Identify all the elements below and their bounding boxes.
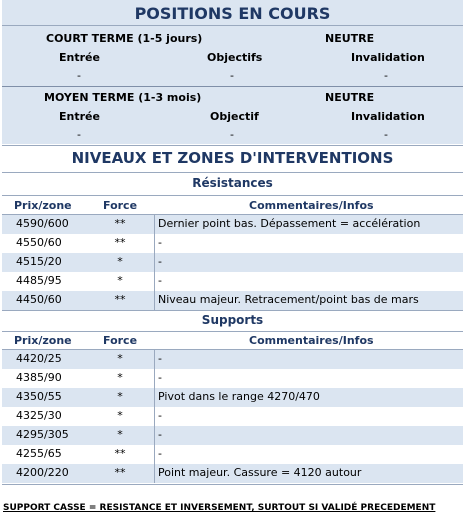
column-divider bbox=[154, 291, 155, 310]
resistances-header-comment: Commentaires/Infos bbox=[249, 199, 374, 212]
table-row bbox=[2, 369, 463, 388]
column-divider bbox=[154, 445, 155, 464]
divider bbox=[2, 331, 463, 332]
zone-cell: 4350/55 bbox=[16, 390, 62, 403]
zone-cell: 4515/20 bbox=[16, 255, 62, 268]
table-row bbox=[2, 291, 463, 310]
column-divider bbox=[154, 407, 155, 426]
table-row bbox=[2, 253, 463, 272]
supports-title: Supports bbox=[201, 313, 264, 327]
force-cell: * bbox=[117, 274, 123, 287]
force-cell: ** bbox=[114, 447, 126, 460]
short-term-target-value: - bbox=[230, 69, 234, 82]
table-row bbox=[2, 234, 463, 253]
force-cell: * bbox=[117, 390, 123, 403]
comment-cell: - bbox=[158, 352, 162, 365]
comment-cell: Pivot dans le range 4270/470 bbox=[158, 390, 320, 403]
short-term-target-header: Objectifs bbox=[207, 51, 263, 64]
table-row bbox=[2, 426, 463, 445]
zone-cell: 4385/90 bbox=[16, 371, 62, 384]
supports-header-comment: Commentaires/Infos bbox=[249, 334, 374, 347]
column-divider bbox=[154, 272, 155, 291]
zone-cell: 4295/305 bbox=[16, 428, 69, 441]
short-term-entry-header: Entrée bbox=[59, 51, 100, 64]
force-cell: * bbox=[117, 255, 123, 268]
short-term-entry-value: - bbox=[77, 69, 81, 82]
comment-cell: Niveau majeur. Retracement/point bas de mars bbox=[158, 293, 419, 306]
medium-term-invalidation-value: - bbox=[384, 128, 388, 141]
zone-cell: 4325/30 bbox=[16, 409, 62, 422]
zone-cell: 4200/220 bbox=[16, 466, 69, 479]
force-cell: * bbox=[117, 371, 123, 384]
short-term-invalidation-header: Invalidation bbox=[351, 51, 425, 64]
table-row bbox=[2, 215, 463, 234]
zone-cell: 4550/60 bbox=[16, 236, 62, 249]
resistances-header-zone: Prix/zone bbox=[14, 199, 72, 212]
column-divider bbox=[154, 369, 155, 388]
comment-cell: Dernier point bas. Dépassement = accélération bbox=[158, 217, 421, 230]
levels-title: NIVEAUX ET ZONES D'INTERVENTIONS bbox=[71, 149, 394, 167]
force-cell: * bbox=[117, 428, 123, 441]
zone-cell: 4420/25 bbox=[16, 352, 62, 365]
supports-header-force: Force bbox=[103, 334, 138, 347]
force-cell: ** bbox=[114, 466, 126, 479]
comment-cell: - bbox=[158, 255, 162, 268]
resistances-header-force: Force bbox=[103, 199, 138, 212]
divider bbox=[2, 25, 463, 26]
table-row bbox=[2, 350, 463, 369]
comment-cell: - bbox=[158, 236, 162, 249]
divider bbox=[2, 195, 463, 196]
comment-cell: - bbox=[158, 274, 162, 287]
comment-cell: Point majeur. Cassure = 4120 autour bbox=[158, 466, 362, 479]
force-cell: * bbox=[117, 352, 123, 365]
divider bbox=[2, 86, 463, 87]
medium-term-entry-header: Entrée bbox=[59, 110, 100, 123]
footnote: SUPPORT CASSE = RESISTANCE ET INVERSEMENT, SURTOUT SI VALIDÉ PRECEDEMENT bbox=[3, 503, 436, 513]
column-divider bbox=[154, 426, 155, 445]
positions-title: POSITIONS EN COURS bbox=[134, 4, 331, 23]
column-divider bbox=[154, 388, 155, 407]
force-cell: ** bbox=[114, 217, 126, 230]
medium-term-bias: NEUTRE bbox=[325, 91, 375, 104]
medium-term-target-value: - bbox=[230, 128, 234, 141]
short-term-bias: NEUTRE bbox=[325, 32, 375, 45]
supports-header-zone: Prix/zone bbox=[14, 334, 72, 347]
column-divider bbox=[154, 234, 155, 253]
column-divider bbox=[154, 464, 155, 483]
resistances-title: Résistances bbox=[192, 176, 273, 190]
comment-cell: - bbox=[158, 447, 162, 460]
short-term-label: COURT TERME (1-5 jours) bbox=[46, 32, 203, 45]
column-divider bbox=[154, 253, 155, 272]
divider bbox=[2, 310, 463, 311]
zone-cell: 4485/95 bbox=[16, 274, 62, 287]
medium-term-entry-value: - bbox=[77, 128, 81, 141]
medium-term-invalidation-header: Invalidation bbox=[351, 110, 425, 123]
table-row bbox=[2, 388, 463, 407]
zone-cell: 4590/600 bbox=[16, 217, 69, 230]
table-row bbox=[2, 445, 463, 464]
zone-cell: 4255/65 bbox=[16, 447, 62, 460]
zone-cell: 4450/60 bbox=[16, 293, 62, 306]
table-row bbox=[2, 464, 463, 483]
short-term-invalidation-value: - bbox=[384, 69, 388, 82]
medium-term-target-header: Objectif bbox=[210, 110, 259, 123]
column-divider bbox=[154, 215, 155, 234]
table-row bbox=[2, 407, 463, 426]
medium-term-label: MOYEN TERME (1-3 mois) bbox=[44, 91, 202, 104]
comment-cell: - bbox=[158, 409, 162, 422]
comment-cell: - bbox=[158, 428, 162, 441]
table-row bbox=[2, 272, 463, 291]
divider bbox=[2, 172, 463, 173]
force-cell: ** bbox=[114, 293, 126, 306]
divider bbox=[2, 484, 463, 485]
comment-cell: - bbox=[158, 371, 162, 384]
force-cell: ** bbox=[114, 236, 126, 249]
force-cell: * bbox=[117, 409, 123, 422]
column-divider bbox=[154, 350, 155, 369]
divider bbox=[2, 145, 463, 146]
